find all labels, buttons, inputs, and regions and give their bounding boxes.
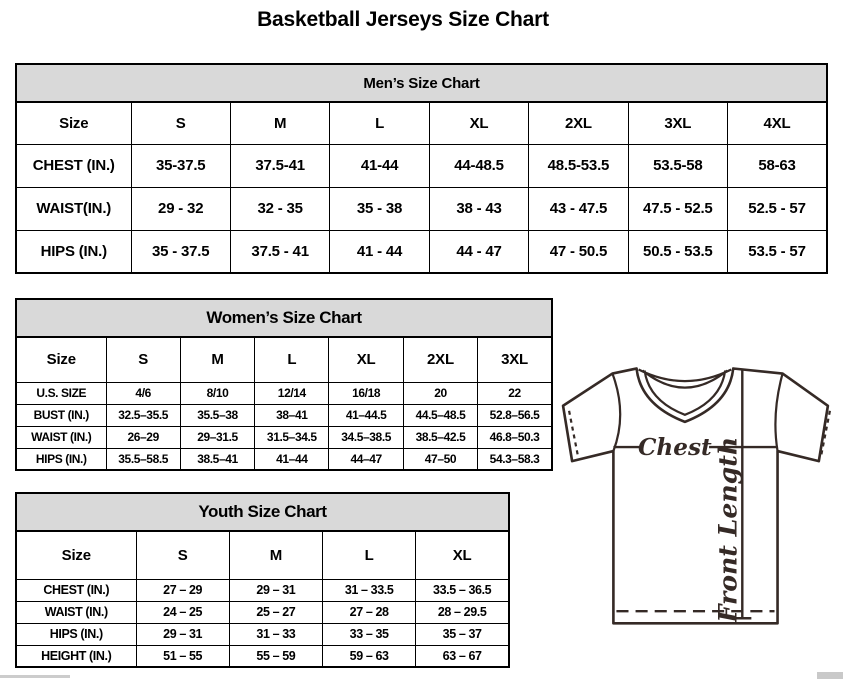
youth-cell: 63 – 67 [416, 645, 509, 667]
mens-cell: 48.5-53.5 [529, 144, 628, 187]
youth-row-label: HEIGHT (IN.) [16, 645, 136, 667]
womens-cell: 46.8–50.3 [478, 426, 552, 448]
youth-row-label: CHEST (IN.) [16, 579, 136, 601]
mens-column-header: XL [429, 102, 528, 144]
youth-row-label: HIPS (IN.) [16, 623, 136, 645]
mens-cell: 58-63 [728, 144, 827, 187]
womens-cell: 38.5–42.5 [403, 426, 477, 448]
womens-cell: 41–44.5 [329, 404, 403, 426]
youth-cell: 33.5 – 36.5 [416, 579, 509, 601]
mens-column-header: 2XL [529, 102, 628, 144]
page-title: Basketball Jerseys Size Chart [257, 8, 549, 31]
womens-column-header: 2XL [403, 337, 477, 382]
youth-cell: 33 – 35 [323, 623, 416, 645]
youth-cell: 27 – 29 [136, 579, 229, 601]
mens-row-label: HIPS (IN.) [16, 230, 131, 273]
youth-column-header: M [229, 531, 322, 579]
mens-table-row [16, 187, 827, 230]
mens-cell: 41-44 [330, 144, 429, 187]
mens-cell: 47 - 50.5 [529, 230, 628, 273]
mens-title-row [16, 64, 827, 102]
womens-column-header: XL [329, 337, 403, 382]
mens-column-header: L [330, 102, 429, 144]
womens-cell: 22 [478, 382, 552, 404]
mens-cell: 35 - 37.5 [131, 230, 230, 273]
mens-table-row [16, 230, 827, 273]
womens-cell: 34.5–38.5 [329, 426, 403, 448]
mens-cell: 37.5-41 [230, 144, 329, 187]
womens-cell: 44.5–48.5 [403, 404, 477, 426]
womens-cell: 52.8–56.5 [478, 404, 552, 426]
womens-cell: 16/18 [329, 382, 403, 404]
mens-row-label: CHEST (IN.) [16, 144, 131, 187]
womens-table-row [16, 448, 552, 470]
mens-column-header: 3XL [628, 102, 727, 144]
mens-table-row [16, 144, 827, 187]
mens-cell: 41 - 44 [330, 230, 429, 273]
womens-title-row [16, 299, 552, 337]
youth-cell: 59 – 63 [323, 645, 416, 667]
youth-table-row [16, 601, 509, 623]
womens-cell: 54.3–58.3 [478, 448, 552, 470]
youth-column-header: XL [416, 531, 509, 579]
womens-cell: 26–29 [106, 426, 180, 448]
youth-cell: 29 – 31 [229, 579, 322, 601]
youth-cell: 28 – 29.5 [416, 601, 509, 623]
mens-cell: 37.5 - 41 [230, 230, 329, 273]
womens-table-title: Women’s Size Chart [16, 299, 552, 337]
mens-cell: 38 - 43 [429, 187, 528, 230]
womens-cell: 31.5–34.5 [255, 426, 329, 448]
youth-header-row [16, 531, 509, 579]
womens-size-table [15, 298, 553, 471]
mens-cell: 53.5 - 57 [728, 230, 827, 273]
mens-cell: 47.5 - 52.5 [628, 187, 727, 230]
womens-column-header: L [255, 337, 329, 382]
youth-cell: 35 – 37 [416, 623, 509, 645]
mens-column-header: M [230, 102, 329, 144]
jersey-measurement-diagram [556, 358, 843, 666]
womens-column-header: S [106, 337, 180, 382]
mens-cell: 44-48.5 [429, 144, 528, 187]
mens-column-header: 4XL [728, 102, 827, 144]
youth-table-row [16, 579, 509, 601]
youth-column-header: L [323, 531, 416, 579]
womens-row-label: HIPS (IN.) [16, 448, 106, 470]
mens-size-table [15, 63, 828, 274]
mens-table-title: Men’s Size Chart [16, 64, 827, 102]
youth-title-row [16, 493, 509, 531]
womens-table-row [16, 382, 552, 404]
mens-cell: 29 - 32 [131, 187, 230, 230]
chest-label: Chest [637, 434, 712, 462]
womens-cell: 38–41 [255, 404, 329, 426]
youth-cell: 31 – 33 [229, 623, 322, 645]
mens-cell: 32 - 35 [230, 187, 329, 230]
mens-cell: 44 - 47 [429, 230, 528, 273]
youth-table-row [16, 623, 509, 645]
womens-row-label: BUST (IN.) [16, 404, 106, 426]
scrollbar-thumb-fragment[interactable] [817, 672, 843, 679]
youth-cell: 29 – 31 [136, 623, 229, 645]
mens-column-header: Size [16, 102, 131, 144]
womens-row-label: WAIST (IN.) [16, 426, 106, 448]
mens-cell: 43 - 47.5 [529, 187, 628, 230]
youth-cell: 25 – 27 [229, 601, 322, 623]
mens-header-row [16, 102, 827, 144]
womens-cell: 41–44 [255, 448, 329, 470]
womens-cell: 8/10 [180, 382, 254, 404]
youth-table-title: Youth Size Chart [16, 493, 509, 531]
womens-column-header: M [180, 337, 254, 382]
womens-column-header: 3XL [478, 337, 552, 382]
youth-cell: 55 – 59 [229, 645, 322, 667]
youth-table-row [16, 645, 509, 667]
mens-cell: 52.5 - 57 [728, 187, 827, 230]
youth-column-header: Size [16, 531, 136, 579]
youth-cell: 51 – 55 [136, 645, 229, 667]
youth-column-header: S [136, 531, 229, 579]
mens-cell: 53.5-58 [628, 144, 727, 187]
womens-table-row [16, 426, 552, 448]
mens-column-header: S [131, 102, 230, 144]
mens-row-label: WAIST(IN.) [16, 187, 131, 230]
mens-cell: 35 - 38 [330, 187, 429, 230]
womens-cell: 47–50 [403, 448, 477, 470]
mens-cell: 50.5 - 53.5 [628, 230, 727, 273]
womens-cell: 38.5–41 [180, 448, 254, 470]
mens-cell: 35-37.5 [131, 144, 230, 187]
womens-cell: 35.5–38 [180, 404, 254, 426]
womens-table-row [16, 404, 552, 426]
horizontal-scrollbar-fragment[interactable] [0, 675, 70, 678]
womens-row-label: U.S. SIZE [16, 382, 106, 404]
jersey-outline [563, 369, 828, 624]
womens-cell: 29–31.5 [180, 426, 254, 448]
front-length-label: Front Length [712, 436, 743, 623]
youth-cell: 31 – 33.5 [323, 579, 416, 601]
womens-cell: 20 [403, 382, 477, 404]
youth-row-label: WAIST (IN.) [16, 601, 136, 623]
womens-cell: 35.5–58.5 [106, 448, 180, 470]
youth-size-table [15, 492, 510, 668]
womens-cell: 12/14 [255, 382, 329, 404]
womens-column-header: Size [16, 337, 106, 382]
youth-cell: 24 – 25 [136, 601, 229, 623]
womens-cell: 32.5–35.5 [106, 404, 180, 426]
womens-cell: 44–47 [329, 448, 403, 470]
womens-cell: 4/6 [106, 382, 180, 404]
womens-header-row [16, 337, 552, 382]
youth-cell: 27 – 28 [323, 601, 416, 623]
